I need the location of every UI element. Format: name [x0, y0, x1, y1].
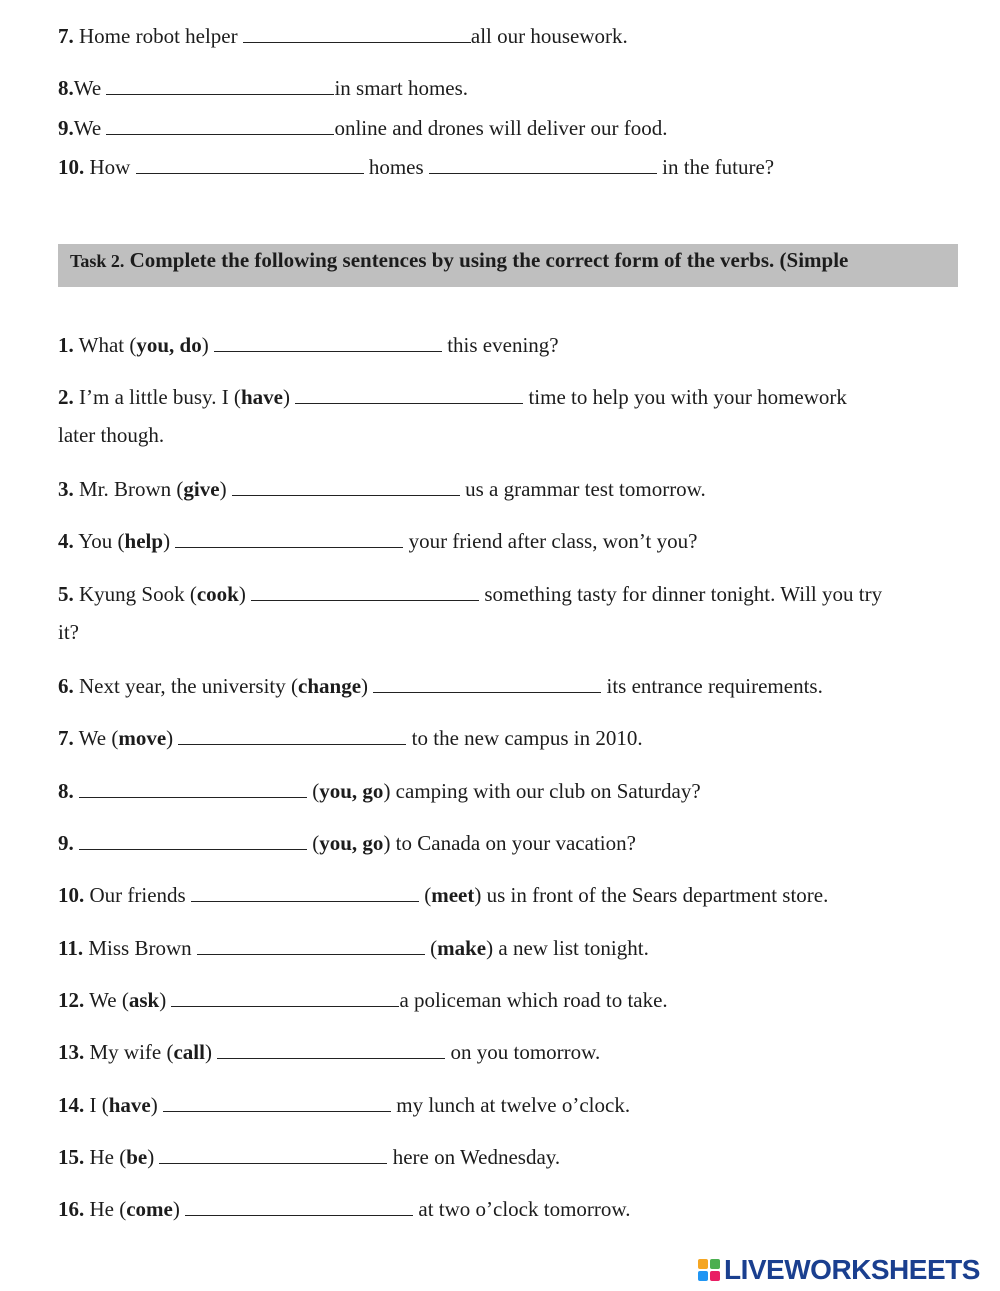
- item-text: Miss Brown: [88, 936, 197, 960]
- item-number: 9.: [58, 116, 74, 140]
- task-label: Task 2.: [70, 251, 125, 271]
- item-text: its entrance requirements.: [601, 674, 823, 698]
- answer-blank[interactable]: [136, 153, 364, 174]
- item-text: My wife (: [89, 1040, 174, 1064]
- item-text: ) a new list tonight.: [486, 936, 649, 960]
- item-text: ) us in front of the Sears department store.: [474, 883, 829, 907]
- task-instruction: Complete the following sentences by using the correct form of the verbs. (Simple: [129, 248, 849, 272]
- task2-item-14: [58, 1091, 630, 1118]
- verb-hint: you, go: [319, 831, 384, 855]
- answer-blank[interactable]: [429, 153, 657, 174]
- answer-blank[interactable]: [373, 672, 601, 693]
- item-number: 16.: [58, 1197, 85, 1221]
- answer-blank[interactable]: [217, 1038, 445, 1059]
- item-text: online and drones will deliver our food.: [334, 116, 668, 140]
- item-text: We (: [89, 988, 129, 1012]
- item-text: You (: [78, 529, 125, 553]
- verb-hint: you, go: [319, 779, 384, 803]
- item-text: this evening?: [441, 333, 559, 357]
- verb-hint: meet: [431, 883, 475, 907]
- item-text: ) camping with our club on Saturday?: [383, 779, 701, 803]
- item-number: 14.: [58, 1093, 85, 1117]
- item-text: How: [89, 155, 136, 179]
- answer-blank[interactable]: [178, 724, 406, 745]
- item-text: I’m a little busy. I (: [79, 385, 241, 409]
- item-text: (: [424, 936, 438, 960]
- answer-blank[interactable]: [251, 580, 479, 601]
- answer-blank[interactable]: [175, 527, 403, 548]
- item-number: 7.: [58, 726, 74, 750]
- logo-tile: [710, 1259, 720, 1269]
- item-text: ): [159, 988, 172, 1012]
- task1-item-8: [58, 74, 468, 101]
- item-number: 13.: [58, 1040, 85, 1064]
- verb-hint: change: [298, 674, 362, 698]
- item-number: 3.: [58, 477, 74, 501]
- task1-item-10: [58, 153, 774, 180]
- item-number: 8.: [58, 76, 74, 100]
- verb-hint: help: [124, 529, 164, 553]
- task1-item-7: [58, 22, 628, 49]
- task1-item-9: [58, 114, 667, 141]
- task2-item-4: [58, 527, 697, 554]
- item-text: ): [204, 1040, 218, 1064]
- item-text: ): [147, 1145, 160, 1169]
- answer-blank[interactable]: [106, 74, 334, 95]
- item-text: at two o’clock tomorrow.: [413, 1197, 631, 1221]
- item-text: ): [201, 333, 214, 357]
- task2-item-8: [58, 777, 701, 804]
- item-number: 9.: [58, 831, 74, 855]
- item-text: We (: [78, 726, 119, 750]
- item-text: We: [73, 76, 107, 100]
- answer-blank[interactable]: [214, 331, 442, 352]
- item-number: 8.: [58, 779, 74, 803]
- item-number: 5.: [58, 582, 74, 606]
- item-text: Home robot helper: [79, 24, 243, 48]
- task2-item-2-continuation: later though.: [58, 423, 165, 447]
- liveworksheets-logo-icon: [698, 1259, 720, 1281]
- item-text: ): [282, 385, 296, 409]
- item-text: ): [361, 674, 374, 698]
- task2-item-2: [58, 383, 847, 410]
- task2-item-12: [58, 986, 668, 1013]
- item-text: What (: [78, 333, 137, 357]
- answer-blank[interactable]: [106, 114, 334, 135]
- item-text: homes: [363, 155, 429, 179]
- item-text: ): [166, 726, 179, 750]
- task2-item-7: [58, 724, 643, 751]
- logo-tile: [698, 1259, 708, 1269]
- verb-hint: have: [240, 385, 283, 409]
- item-text: (: [307, 779, 320, 803]
- verb-hint: come: [126, 1197, 173, 1221]
- item-text: your friend after class, won’t you?: [403, 529, 698, 553]
- answer-blank[interactable]: [171, 986, 399, 1007]
- item-text: ): [150, 1093, 163, 1117]
- item-text: my lunch at twelve o’clock.: [391, 1093, 631, 1117]
- item-text: Our friends: [89, 883, 191, 907]
- answer-blank[interactable]: [163, 1091, 391, 1112]
- verb-hint: cook: [196, 582, 239, 606]
- item-number: 6.: [58, 674, 74, 698]
- verb-hint: call: [173, 1040, 205, 1064]
- answer-blank[interactable]: [79, 777, 307, 798]
- logo-text: LIVEWORKSHEETS: [724, 1254, 980, 1285]
- item-text: Next year, the university (: [79, 674, 299, 698]
- verb-hint: have: [108, 1093, 151, 1117]
- task2-item-1: [58, 331, 559, 358]
- answer-blank[interactable]: [79, 829, 307, 850]
- item-text: a policeman which road to take.: [399, 988, 668, 1012]
- verb-hint: give: [183, 477, 220, 501]
- verb-hint: make: [437, 936, 487, 960]
- item-text: in the future?: [656, 155, 775, 179]
- answer-blank[interactable]: [232, 475, 460, 496]
- liveworksheets-logo[interactable]: [698, 1255, 980, 1285]
- logo-tile: [698, 1271, 708, 1281]
- task2-item-13: [58, 1038, 600, 1065]
- item-text: here on Wednesday.: [387, 1145, 561, 1169]
- item-text: ): [163, 529, 176, 553]
- item-text: something tasty for dinner tonight. Will you try: [479, 582, 883, 606]
- item-text: us a grammar test tomorrow.: [459, 477, 706, 501]
- item-text: Mr. Brown (: [79, 477, 184, 501]
- item-text: all our housework.: [470, 24, 628, 48]
- task2-item-11: [58, 934, 649, 961]
- task2-item-3: [58, 475, 706, 502]
- item-text: in smart homes.: [334, 76, 469, 100]
- item-number: 10.: [58, 155, 85, 179]
- item-text: time to help you with your homework: [523, 385, 847, 409]
- task2-item-5-continuation: it?: [58, 620, 79, 644]
- task2-item-5: [58, 580, 882, 607]
- item-text: He (: [89, 1197, 127, 1221]
- item-number: 1.: [58, 333, 74, 357]
- verb-hint: move: [118, 726, 167, 750]
- answer-blank[interactable]: [243, 22, 471, 43]
- item-text: ): [172, 1197, 186, 1221]
- logo-tile: [710, 1271, 720, 1281]
- answer-blank[interactable]: [295, 383, 523, 404]
- item-text: to the new campus in 2010.: [406, 726, 643, 750]
- answer-blank[interactable]: [159, 1143, 387, 1164]
- answer-blank[interactable]: [197, 934, 425, 955]
- verb-hint: be: [126, 1145, 148, 1169]
- item-text: ) to Canada on your vacation?: [383, 831, 636, 855]
- task2-item-6: [58, 672, 823, 699]
- task2-item-10: [58, 881, 828, 908]
- item-text: ): [219, 477, 232, 501]
- answer-blank[interactable]: [191, 881, 419, 902]
- item-number: 10.: [58, 883, 85, 907]
- item-text: Kyung Sook (: [79, 582, 197, 606]
- item-number: 11.: [58, 936, 84, 960]
- item-number: 7.: [58, 24, 74, 48]
- task2-item-9: [58, 829, 636, 856]
- item-number: 15.: [58, 1145, 85, 1169]
- item-text: He (: [89, 1145, 127, 1169]
- task2-item-16: [58, 1195, 630, 1222]
- verb-hint: you, do: [136, 333, 202, 357]
- item-number: 12.: [58, 988, 85, 1012]
- item-text: We: [73, 116, 107, 140]
- item-text: I (: [89, 1093, 109, 1117]
- item-text: (: [307, 831, 320, 855]
- verb-hint: ask: [128, 988, 160, 1012]
- item-number: 4.: [58, 529, 74, 553]
- item-number: 2.: [58, 385, 74, 409]
- answer-blank[interactable]: [185, 1195, 413, 1216]
- item-text: on you tomorrow.: [445, 1040, 601, 1064]
- task2-instruction-banner: [58, 244, 958, 287]
- task2-item-15: [58, 1143, 560, 1170]
- item-text: (: [418, 883, 432, 907]
- item-text: ): [238, 582, 252, 606]
